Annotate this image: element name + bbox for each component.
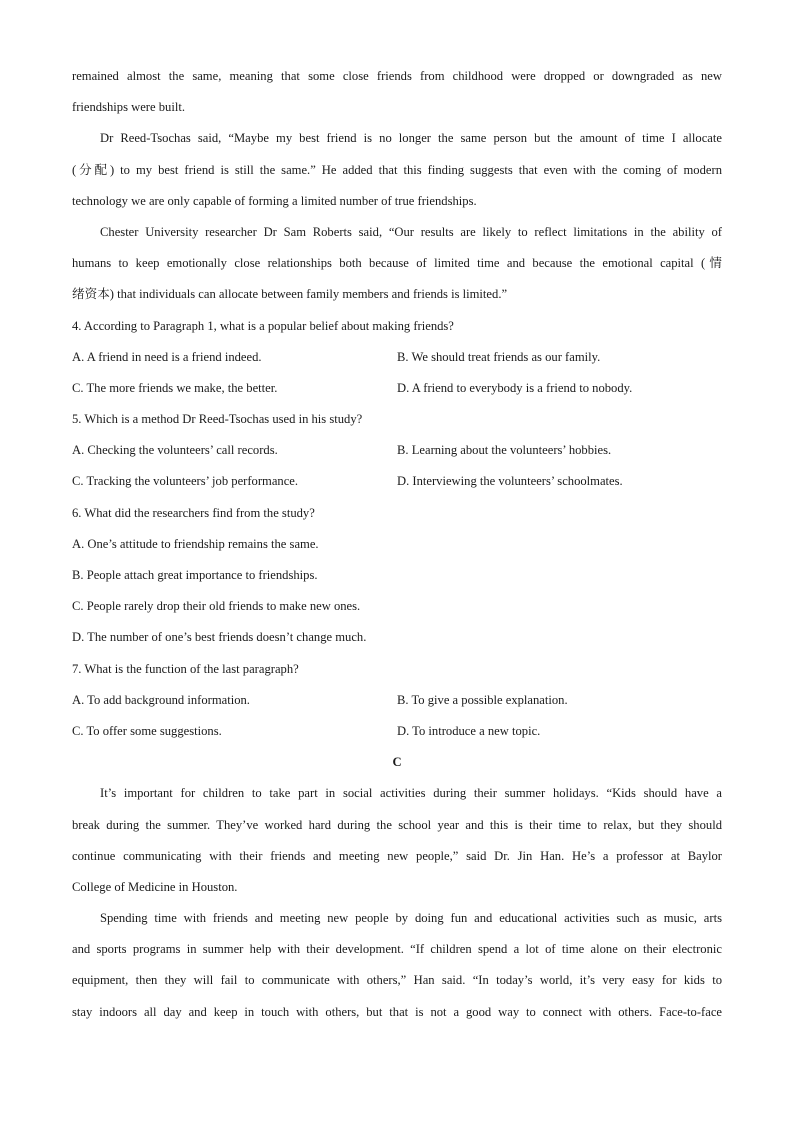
- option-a: A. Checking the volunteers’ call records.: [72, 443, 278, 458]
- option-d: D. A friend to everybody is a friend to nobody.: [397, 380, 633, 395]
- paragraph-line: It’s important for children to take part in social activities during their summer holidays. “Kids should have a: [100, 786, 722, 801]
- page-content: [72, 61, 722, 1028]
- paragraph-line: and sports programs in summer help with their development. “If children spend a lot of time alone on their electronic: [72, 942, 722, 957]
- paragraph-line: humans to keep emotionally close relationships both because of limited time and because the emotional capital (情: [72, 256, 722, 271]
- option-row: [72, 435, 722, 466]
- option-row: [72, 716, 722, 747]
- option-d: D. Interviewing the volunteers’ schoolmates.: [397, 474, 623, 489]
- paragraph-line: (分配) to my best friend is still the same.” He added that this finding suggests that even with the coming of modern: [72, 162, 722, 177]
- option-c: C. To offer some suggestions.: [72, 723, 222, 738]
- question-stem: 6. What did the researchers find from the study?: [72, 505, 315, 520]
- paragraph-line: continue communicating with their friends and meeting new people,” said Dr. Jin Han. He’s a professor at Baylor: [72, 848, 722, 863]
- paragraph-line: friendships were built.: [72, 100, 185, 115]
- option-c: C. Tracking the volunteers’ job performance.: [72, 474, 299, 489]
- question-stem: 4. According to Paragraph 1, what is a popular belief about making friends?: [72, 318, 454, 333]
- option-b: B. We should treat friends as our family.: [397, 349, 601, 364]
- option-b: B. Learning about the volunteers’ hobbies.: [397, 443, 612, 458]
- paragraph-line: stay indoors all day and keep in touch with others, but that is not a good way to connect with others. Face-to-face: [72, 1004, 722, 1019]
- paragraph-line: Dr Reed-Tsochas said, “Maybe my best friend is no longer the same person but the amount of time I allocate: [100, 131, 722, 146]
- option-a: A. To add background information.: [72, 692, 250, 707]
- option-row: [72, 373, 722, 404]
- option-a: A. One’s attitude to friendship remains the same.: [72, 536, 319, 551]
- option-c: C. People rarely drop their old friends to make new ones.: [72, 599, 361, 614]
- section-heading: C: [392, 755, 402, 770]
- paragraph-line: break during the summer. They’ve worked hard during the school year and this is their time to relax, but they should: [72, 817, 722, 832]
- paragraph-line: Spending time with friends and meeting new people by doing fun and educational activities such as music, arts: [100, 911, 722, 926]
- paragraph-line: Chester University researcher Dr Sam Roberts said, “Our results are likely to reflect limitations in the ability of: [100, 224, 722, 239]
- question-stem: 7. What is the function of the last paragraph?: [72, 661, 299, 676]
- option-row: [72, 466, 722, 497]
- option-b: B. To give a possible explanation.: [397, 692, 568, 707]
- option-b: B. People attach great importance to friendships.: [72, 568, 318, 582]
- paragraph-line: remained almost the same, meaning that some close friends from childhood were dropped or downgraded as new: [72, 69, 722, 83]
- option-c: C. The more friends we make, the better.: [72, 380, 278, 395]
- paragraph-line: College of Medicine in Houston.: [72, 879, 238, 894]
- paragraph-line: 绪资本) that individuals can allocate between family members and friends is limited.”: [72, 287, 508, 302]
- paragraph-line: equipment, then they will fail to communicate with others,” Han said. “In today’s world, it’s very easy for kids to: [72, 973, 722, 988]
- option-d: D. The number of one’s best friends doesn’t change much.: [72, 630, 367, 645]
- question-stem: 5. Which is a method Dr Reed-Tsochas used in his study?: [72, 412, 363, 427]
- paragraph-line: technology we are only capable of forming a limited number of true friendships.: [72, 193, 477, 208]
- option-a: A. A friend in need is a friend indeed.: [72, 349, 262, 364]
- option-row: [72, 685, 722, 716]
- option-d: D. To introduce a new topic.: [397, 723, 541, 738]
- option-row: [72, 342, 722, 373]
